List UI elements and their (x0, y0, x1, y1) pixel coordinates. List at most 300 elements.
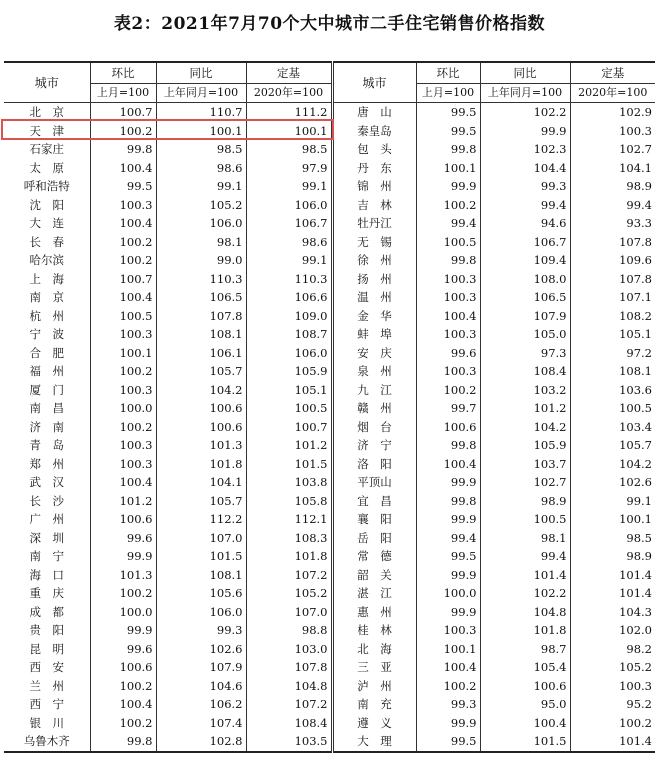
right-mom-cell: 99.5 (416, 103, 480, 122)
left-mom-cell: 100.2 (90, 122, 156, 141)
right-mom-cell: 99.9 (416, 473, 480, 492)
left-yoy-cell: 105.2 (156, 196, 246, 215)
right-yoy-cell: 101.4 (480, 566, 570, 585)
left-mom-cell: 100.5 (90, 307, 156, 326)
right-city-cell: 大 理 (332, 732, 416, 752)
right-base-cell: 97.2 (570, 344, 655, 363)
left-city-cell: 南 昌 (29, 401, 64, 416)
right-city-cell: 惠 州 (332, 603, 416, 622)
left-yoy-cell: 101.5 (156, 547, 246, 566)
left-yoy-cell: 106.1 (156, 344, 246, 363)
right-yoy-cell: 104.4 (480, 159, 570, 178)
right-mom-cell: 100.3 (416, 621, 480, 640)
right-yoy-cell: 99.9 (480, 122, 570, 141)
right-mom-cell: 99.5 (416, 122, 480, 141)
right-mom-cell: 100.6 (416, 418, 480, 437)
right-city-cell: 湛 江 (332, 584, 416, 603)
right-base-cell: 109.6 (570, 251, 655, 270)
left-yoy-cell: 106.0 (156, 214, 246, 233)
left-city-cell: 天 津 (29, 123, 64, 138)
left-mom-cell: 100.3 (90, 455, 156, 474)
left-city-cell: 厦 门 (29, 382, 64, 397)
right-base-cell: 107.8 (570, 233, 655, 252)
left-yoy-cell: 104.2 (156, 381, 246, 400)
left-yoy-cell: 102.6 (156, 640, 246, 659)
table-row (4, 196, 655, 215)
table-row (4, 159, 655, 178)
right-base-cell: 100.5 (570, 399, 655, 418)
right-mom-cell: 99.4 (416, 214, 480, 233)
right-mom-cell: 100.2 (416, 196, 480, 215)
right-mom-cell: 100.3 (416, 362, 480, 381)
table-row (4, 270, 655, 289)
right-mom-cell: 100.0 (416, 584, 480, 603)
right-city-cell: 金 华 (332, 307, 416, 326)
right-mom-cell: 100.3 (416, 270, 480, 289)
right-base-cell: 107.8 (570, 270, 655, 289)
right-base-cell: 102.0 (570, 621, 655, 640)
left-mom-cell: 99.6 (90, 640, 156, 659)
right-mom-cell: 100.1 (416, 640, 480, 659)
left-mom-cell: 101.2 (90, 492, 156, 511)
table-row (4, 307, 655, 326)
header-base-sub-left: 2020年=100 (246, 84, 332, 103)
header-base-sub-right: 2020年=100 (570, 84, 655, 103)
right-yoy-cell: 105.9 (480, 436, 570, 455)
right-city-cell: 平顶山 (332, 473, 416, 492)
right-mom-cell: 99.8 (416, 140, 480, 159)
left-yoy-cell: 99.3 (156, 621, 246, 640)
right-city-cell: 温 州 (332, 288, 416, 307)
left-city-cell: 银 川 (29, 715, 64, 730)
table-body (4, 103, 655, 752)
right-city-cell: 岳 阳 (332, 529, 416, 548)
right-mom-cell: 99.9 (416, 510, 480, 529)
table-row (4, 510, 655, 529)
table-row (4, 695, 655, 714)
right-mom-cell: 99.9 (416, 714, 480, 733)
left-mom-cell: 100.3 (90, 325, 156, 344)
left-yoy-cell: 101.3 (156, 436, 246, 455)
left-yoy-cell: 100.6 (156, 399, 246, 418)
left-city-cell: 乌鲁木齐 (23, 734, 70, 749)
left-base-cell: 101.5 (246, 455, 332, 474)
right-base-cell: 93.3 (570, 214, 655, 233)
left-city-cell: 合 肥 (29, 345, 64, 360)
header-yoy-sub-left: 上年同月=100 (156, 84, 246, 103)
right-yoy-cell: 108.4 (480, 362, 570, 381)
right-base-cell: 98.5 (570, 529, 655, 548)
right-yoy-cell: 103.2 (480, 381, 570, 400)
right-mom-cell: 99.6 (416, 344, 480, 363)
right-base-cell: 104.1 (570, 159, 655, 178)
right-base-cell: 105.7 (570, 436, 655, 455)
table-row (4, 492, 655, 511)
right-base-cell: 98.9 (570, 177, 655, 196)
table-row (4, 325, 655, 344)
left-mom-cell: 100.4 (90, 473, 156, 492)
left-yoy-cell: 106.5 (156, 288, 246, 307)
header-yoy-right: 同比 (480, 62, 570, 84)
right-yoy-cell: 98.9 (480, 492, 570, 511)
table-row (4, 566, 655, 585)
table-row (4, 658, 655, 677)
right-yoy-cell: 105.0 (480, 325, 570, 344)
right-base-cell: 102.9 (570, 103, 655, 122)
right-city-cell: 北 海 (332, 640, 416, 659)
left-mom-cell: 100.4 (90, 695, 156, 714)
left-base-cell: 100.5 (246, 399, 332, 418)
left-city-cell: 西 安 (29, 660, 64, 675)
table-row (4, 436, 655, 455)
left-city-cell: 北 京 (29, 105, 64, 120)
right-yoy-cell: 101.8 (480, 621, 570, 640)
left-mom-cell: 100.7 (90, 103, 156, 122)
left-base-cell: 100.7 (246, 418, 332, 437)
right-yoy-cell: 104.8 (480, 603, 570, 622)
right-yoy-cell: 106.7 (480, 233, 570, 252)
right-mom-cell: 99.9 (416, 177, 480, 196)
left-base-cell: 106.0 (246, 344, 332, 363)
right-city-cell: 韶 关 (332, 566, 416, 585)
table-row (4, 603, 655, 622)
left-mom-cell: 100.2 (90, 418, 156, 437)
right-yoy-cell: 102.3 (480, 140, 570, 159)
left-mom-cell: 100.4 (90, 288, 156, 307)
header-mom-left: 环比 (90, 62, 156, 84)
right-mom-cell: 99.8 (416, 251, 480, 270)
table-row (4, 584, 655, 603)
left-city-cell: 宁 波 (29, 327, 64, 342)
header-city-left: 城市 (4, 62, 90, 103)
right-city-cell: 吉 林 (332, 196, 416, 215)
left-yoy-cell: 104.6 (156, 677, 246, 696)
right-city-cell: 锦 州 (332, 177, 416, 196)
right-yoy-cell: 107.9 (480, 307, 570, 326)
left-city-cell: 杭 州 (29, 308, 64, 323)
right-yoy-cell: 97.3 (480, 344, 570, 363)
left-base-cell: 104.8 (246, 677, 332, 696)
left-city-cell: 福 州 (29, 364, 64, 379)
right-yoy-cell: 95.0 (480, 695, 570, 714)
header-yoy-sub-right: 上年同月=100 (480, 84, 570, 103)
right-mom-cell: 100.2 (416, 677, 480, 696)
left-city-cell: 西 宁 (29, 697, 64, 712)
right-yoy-cell: 100.6 (480, 677, 570, 696)
left-base-cell: 106.6 (246, 288, 332, 307)
right-yoy-cell: 100.5 (480, 510, 570, 529)
right-mom-cell: 99.4 (416, 529, 480, 548)
right-yoy-cell: 98.1 (480, 529, 570, 548)
right-base-cell: 103.6 (570, 381, 655, 400)
left-mom-cell: 99.8 (90, 140, 156, 159)
left-mom-cell: 100.2 (90, 251, 156, 270)
left-mom-cell: 100.2 (90, 714, 156, 733)
left-city-cell: 郑 州 (29, 456, 64, 471)
left-base-cell: 103.5 (246, 732, 332, 752)
left-city-cell: 青 岛 (29, 438, 64, 453)
left-mom-cell: 100.6 (90, 658, 156, 677)
left-base-cell: 109.0 (246, 307, 332, 326)
left-city-cell: 太 原 (29, 160, 64, 175)
right-yoy-cell: 100.4 (480, 714, 570, 733)
left-city-cell: 武 汉 (29, 475, 64, 490)
right-mom-cell: 99.9 (416, 603, 480, 622)
right-base-cell: 102.6 (570, 473, 655, 492)
left-mom-cell: 100.2 (90, 362, 156, 381)
left-yoy-cell: 108.1 (156, 325, 246, 344)
right-yoy-cell: 94.6 (480, 214, 570, 233)
left-base-cell: 101.2 (246, 436, 332, 455)
left-mom-cell: 100.3 (90, 436, 156, 455)
left-base-cell: 105.9 (246, 362, 332, 381)
left-base-cell: 107.8 (246, 658, 332, 677)
left-mom-cell: 99.6 (90, 529, 156, 548)
right-base-cell: 100.1 (570, 510, 655, 529)
left-mom-cell: 101.3 (90, 566, 156, 585)
right-base-cell: 101.4 (570, 566, 655, 585)
header-city-right: 城市 (332, 62, 416, 103)
left-base-cell: 100.1 (246, 122, 332, 141)
left-mom-cell: 100.4 (90, 214, 156, 233)
left-yoy-cell: 108.1 (156, 566, 246, 585)
left-yoy-cell: 100.6 (156, 418, 246, 437)
table-row (4, 455, 655, 474)
table-row (4, 418, 655, 437)
left-base-cell: 111.2 (246, 103, 332, 122)
header-base-right: 定基 (570, 62, 655, 84)
left-base-cell: 99.1 (246, 177, 332, 196)
left-base-cell: 107.2 (246, 566, 332, 585)
left-base-cell: 98.8 (246, 621, 332, 640)
left-yoy-cell: 101.8 (156, 455, 246, 474)
right-base-cell: 100.2 (570, 714, 655, 733)
table-row (4, 233, 655, 252)
left-base-cell: 107.0 (246, 603, 332, 622)
left-base-cell: 97.9 (246, 159, 332, 178)
left-city-cell: 长 沙 (29, 493, 64, 508)
left-base-cell: 103.8 (246, 473, 332, 492)
table-row (4, 732, 655, 752)
right-city-cell: 泸 州 (332, 677, 416, 696)
table-row (4, 677, 655, 696)
right-mom-cell: 99.8 (416, 436, 480, 455)
table-row (4, 640, 655, 659)
left-base-cell: 99.1 (246, 251, 332, 270)
right-yoy-cell: 102.2 (480, 103, 570, 122)
right-yoy-cell: 99.3 (480, 177, 570, 196)
left-mom-cell: 100.2 (90, 677, 156, 696)
right-mom-cell: 99.5 (416, 547, 480, 566)
left-mom-cell: 100.3 (90, 381, 156, 400)
right-city-cell: 洛 阳 (332, 455, 416, 474)
left-base-cell: 98.5 (246, 140, 332, 159)
header-mom-sub-right: 上月=100 (416, 84, 480, 103)
right-yoy-cell: 99.4 (480, 547, 570, 566)
left-city-cell: 海 口 (29, 567, 64, 582)
left-yoy-cell: 105.7 (156, 492, 246, 511)
left-mom-cell: 100.0 (90, 603, 156, 622)
left-base-cell: 108.3 (246, 529, 332, 548)
right-yoy-cell: 105.4 (480, 658, 570, 677)
price-index-table-wrapper (4, 61, 655, 753)
table-row (4, 214, 655, 233)
right-yoy-cell: 109.4 (480, 251, 570, 270)
table-row (4, 714, 655, 733)
left-city-cell: 长 春 (29, 234, 64, 249)
right-yoy-cell: 106.5 (480, 288, 570, 307)
left-base-cell: 112.1 (246, 510, 332, 529)
right-base-cell: 104.2 (570, 455, 655, 474)
left-mom-cell: 100.0 (90, 399, 156, 418)
right-city-cell: 三 亚 (332, 658, 416, 677)
right-mom-cell: 100.4 (416, 658, 480, 677)
left-mom-cell: 100.6 (90, 510, 156, 529)
right-city-cell: 襄 阳 (332, 510, 416, 529)
left-mom-cell: 99.8 (90, 732, 156, 752)
header-row-sub (4, 84, 655, 103)
table-row (4, 122, 655, 141)
left-city-cell: 济 南 (29, 419, 64, 434)
right-base-cell: 108.1 (570, 362, 655, 381)
left-city-cell: 上 海 (29, 271, 64, 286)
right-yoy-cell: 108.0 (480, 270, 570, 289)
table-row (4, 103, 655, 122)
left-yoy-cell: 106.2 (156, 695, 246, 714)
left-yoy-cell: 98.1 (156, 233, 246, 252)
right-yoy-cell: 98.7 (480, 640, 570, 659)
right-city-cell: 济 宁 (332, 436, 416, 455)
right-mom-cell: 100.2 (416, 381, 480, 400)
table-row (4, 381, 655, 400)
left-yoy-cell: 105.7 (156, 362, 246, 381)
right-base-cell: 105.2 (570, 658, 655, 677)
left-city-cell: 昆 明 (29, 641, 64, 656)
left-city-cell: 南 宁 (29, 549, 64, 564)
header-base-left: 定基 (246, 62, 332, 84)
table-row (4, 621, 655, 640)
table-row (4, 140, 655, 159)
right-city-cell: 安 庆 (332, 344, 416, 363)
right-city-cell: 宜 昌 (332, 492, 416, 511)
right-city-cell: 唐 山 (332, 103, 416, 122)
table-row (4, 288, 655, 307)
left-yoy-cell: 102.8 (156, 732, 246, 752)
left-mom-cell: 100.4 (90, 159, 156, 178)
right-city-cell: 遵 义 (332, 714, 416, 733)
left-yoy-cell: 107.4 (156, 714, 246, 733)
header-row-main (4, 62, 655, 84)
right-city-cell: 蚌 埠 (332, 325, 416, 344)
right-mom-cell: 99.5 (416, 732, 480, 752)
right-mom-cell: 99.3 (416, 695, 480, 714)
left-yoy-cell: 99.0 (156, 251, 246, 270)
left-mom-cell: 99.9 (90, 547, 156, 566)
left-city-cell: 兰 州 (29, 678, 64, 693)
price-index-table (4, 61, 655, 753)
left-yoy-cell: 110.3 (156, 270, 246, 289)
left-base-cell: 101.8 (246, 547, 332, 566)
right-yoy-cell: 101.5 (480, 732, 570, 752)
right-mom-cell: 100.3 (416, 325, 480, 344)
right-base-cell: 103.4 (570, 418, 655, 437)
left-base-cell: 110.3 (246, 270, 332, 289)
left-yoy-cell: 112.2 (156, 510, 246, 529)
right-city-cell: 丹 东 (332, 159, 416, 178)
left-yoy-cell: 106.0 (156, 603, 246, 622)
left-yoy-cell: 110.7 (156, 103, 246, 122)
right-city-cell: 九 江 (332, 381, 416, 400)
left-base-cell: 108.7 (246, 325, 332, 344)
right-city-cell: 扬 州 (332, 270, 416, 289)
left-city-cell: 南 京 (29, 290, 64, 305)
left-mom-cell: 100.2 (90, 233, 156, 252)
left-city-cell: 贵 阳 (29, 623, 64, 638)
left-mom-cell: 100.1 (90, 344, 156, 363)
right-mom-cell: 99.9 (416, 566, 480, 585)
right-mom-cell: 100.1 (416, 159, 480, 178)
left-base-cell: 108.4 (246, 714, 332, 733)
right-mom-cell: 100.5 (416, 233, 480, 252)
right-city-cell: 赣 州 (332, 399, 416, 418)
header-mom-sub-left: 上月=100 (90, 84, 156, 103)
left-mom-cell: 100.3 (90, 196, 156, 215)
right-yoy-cell: 104.2 (480, 418, 570, 437)
right-base-cell: 99.1 (570, 492, 655, 511)
left-city-cell: 呼和浩特 (23, 179, 70, 194)
right-base-cell: 98.9 (570, 547, 655, 566)
right-mom-cell: 100.4 (416, 307, 480, 326)
right-city-cell: 常 德 (332, 547, 416, 566)
right-base-cell: 98.2 (570, 640, 655, 659)
right-base-cell: 104.3 (570, 603, 655, 622)
right-yoy-cell: 102.2 (480, 584, 570, 603)
right-city-cell: 泉 州 (332, 362, 416, 381)
header-yoy-left: 同比 (156, 62, 246, 84)
right-yoy-cell: 99.4 (480, 196, 570, 215)
left-yoy-cell: 105.6 (156, 584, 246, 603)
left-yoy-cell: 99.1 (156, 177, 246, 196)
right-base-cell: 99.4 (570, 196, 655, 215)
left-base-cell: 103.0 (246, 640, 332, 659)
left-mom-cell: 100.2 (90, 584, 156, 603)
right-base-cell: 100.3 (570, 677, 655, 696)
left-city-cell: 大 连 (29, 216, 64, 231)
left-city-cell: 哈尔滨 (29, 253, 64, 268)
right-base-cell: 101.4 (570, 732, 655, 752)
table-row (4, 251, 655, 270)
left-city-cell: 深 圳 (29, 530, 64, 545)
right-mom-cell: 99.7 (416, 399, 480, 418)
left-base-cell: 105.1 (246, 381, 332, 400)
header-mom-right: 环比 (416, 62, 480, 84)
right-city-cell: 包 头 (332, 140, 416, 159)
left-mom-cell: 100.7 (90, 270, 156, 289)
left-city-cell: 石家庄 (29, 142, 64, 157)
table-row (4, 399, 655, 418)
right-base-cell: 95.2 (570, 695, 655, 714)
left-yoy-cell: 107.0 (156, 529, 246, 548)
left-yoy-cell: 104.1 (156, 473, 246, 492)
left-base-cell: 105.2 (246, 584, 332, 603)
left-yoy-cell: 107.9 (156, 658, 246, 677)
right-mom-cell: 99.8 (416, 492, 480, 511)
left-city-cell: 重 庆 (29, 586, 64, 601)
left-base-cell: 98.6 (246, 233, 332, 252)
left-base-cell: 106.0 (246, 196, 332, 215)
right-base-cell: 101.4 (570, 584, 655, 603)
left-yoy-cell: 100.1 (156, 122, 246, 141)
